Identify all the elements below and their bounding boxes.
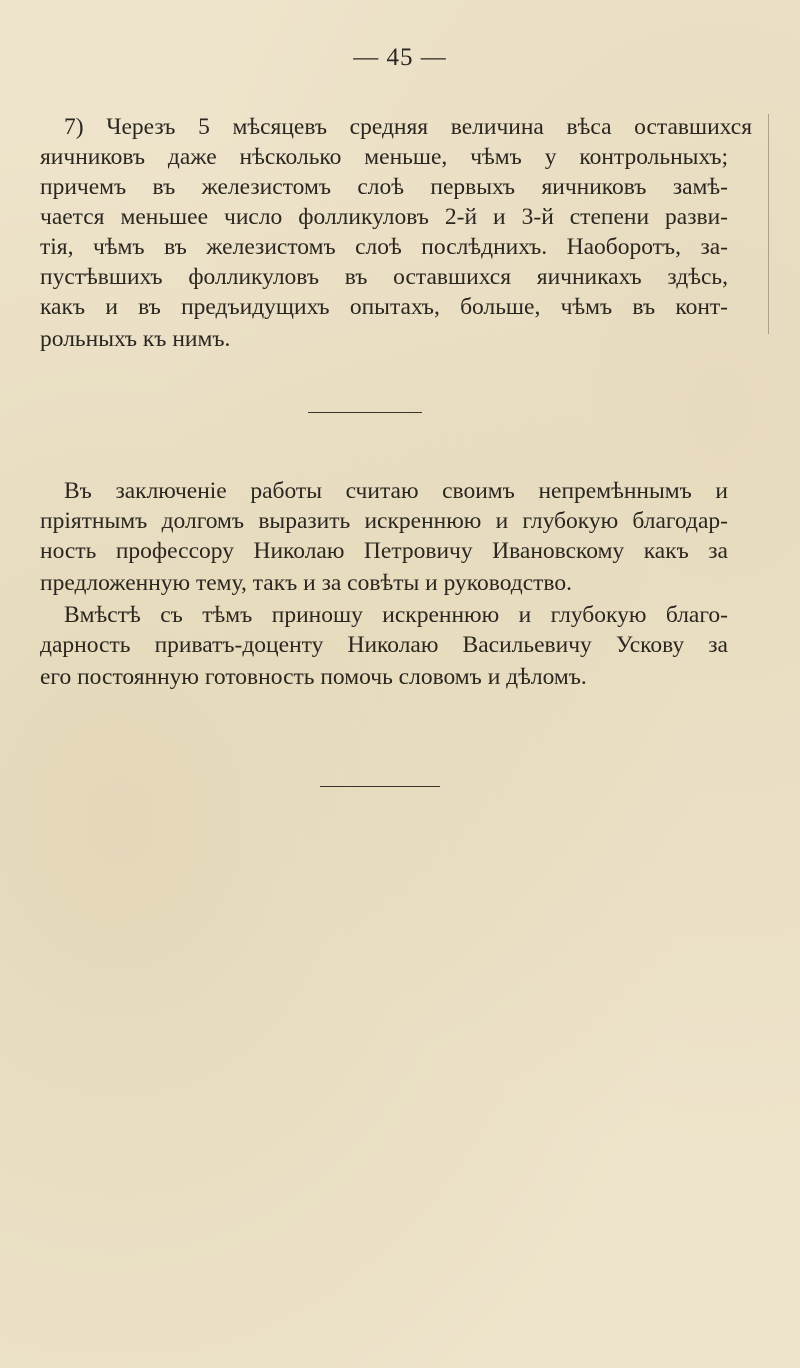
text-line: 7) Черезъ 5 мѣсяцевъ средняя величина вѣса оставшихся [64, 114, 752, 140]
text-line: Въ заключеніе работы считаю своимъ непремѣннымъ и [64, 478, 728, 504]
end-divider [320, 786, 440, 787]
text-line: тія, чѣмъ въ железистомъ слоѣ послѣднихъ. Наоборотъ, за- [40, 234, 728, 260]
text-line: ность профессору Николаю Петровичу Ивановскому какъ за [40, 538, 728, 564]
text-line: пустѣвшихъ фолликуловъ въ оставшихся яичникахъ здѣсь, [40, 264, 728, 290]
text-line: пріятнымъ долгомъ выразить искреннюю и глубокую благодар- [40, 508, 728, 534]
page-number: — 45 — [353, 44, 447, 71]
section-divider [308, 412, 422, 413]
text-line: предложенную тему, такъ и за совѣты и руководство. [40, 570, 572, 596]
text-line: Вмѣстѣ съ тѣмъ приношу искреннюю и глубокую благо- [64, 602, 728, 628]
text-line: его постоянную готовность помочь словомъ и дѣломъ. [40, 664, 587, 690]
text-line: причемъ въ железистомъ слоѣ первыхъ яичниковъ замѣ- [40, 174, 728, 200]
text-line: яичниковъ даже нѣсколько меньше, чѣмъ у контрольныхъ; [40, 144, 728, 170]
text-line: рольныхъ къ нимъ. [40, 326, 231, 352]
text-line: какъ и въ предъидущихъ опытахъ, больше, чѣмъ въ конт- [40, 294, 728, 320]
page-edge-mark [758, 114, 769, 334]
text-line: чается меньшее число фолликуловъ 2-й и 3-й степени разви- [40, 204, 728, 230]
text-line: дарность приватъ-доценту Николаю Васильевичу Ускову за [40, 632, 728, 658]
